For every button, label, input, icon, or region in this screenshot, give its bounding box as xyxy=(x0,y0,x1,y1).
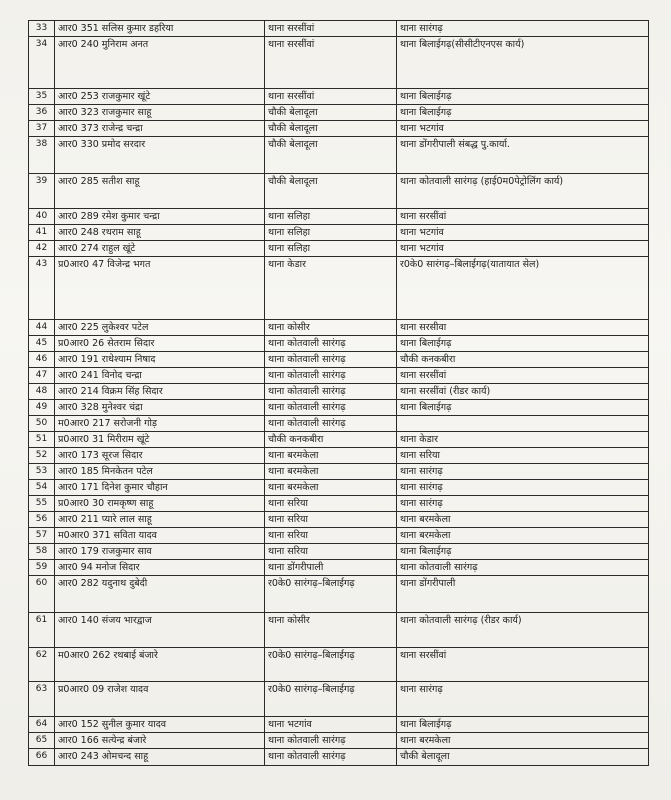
new-posting-cell: थाना सरसीवा xyxy=(397,320,649,336)
current-posting-cell: चौकी कनकबीरा xyxy=(265,432,397,448)
serial-number-cell: 34 xyxy=(29,37,55,89)
new-posting-cell: थाना डोंगरीपाली संबद्ध पु.कार्या. xyxy=(397,137,649,174)
personnel-name-cell: आर0 179 राजकुमार साव xyxy=(55,544,265,560)
table-row xyxy=(29,528,649,544)
table-row xyxy=(29,448,649,464)
table-row xyxy=(29,368,649,384)
table-row xyxy=(29,137,649,174)
personnel-name-cell: प्र0आर0 09 राजेश यादव xyxy=(55,682,265,717)
table-row xyxy=(29,576,649,613)
new-posting-cell: थाना सरसींवां xyxy=(397,368,649,384)
serial-number-cell: 36 xyxy=(29,105,55,121)
new-posting-cell xyxy=(397,416,649,432)
table-row xyxy=(29,241,649,257)
personnel-name-cell: आर0 171 दिनेश कुमार चौहान xyxy=(55,480,265,496)
current-posting-cell: र0के0 सारंगढ़–बिलाईगढ़ xyxy=(265,648,397,682)
serial-number-cell: 54 xyxy=(29,480,55,496)
personnel-name-cell: प्र0आर0 30 रामकृष्ण साहू xyxy=(55,496,265,512)
serial-number-cell: 65 xyxy=(29,733,55,749)
new-posting-cell: थाना भटगांव xyxy=(397,121,649,137)
personnel-name-cell: आर0 241 विनोद चन्द्रा xyxy=(55,368,265,384)
personnel-name-cell: म0आर0 371 सविता यादव xyxy=(55,528,265,544)
table-row xyxy=(29,648,649,682)
table-row xyxy=(29,121,649,137)
serial-number-cell: 33 xyxy=(29,21,55,37)
transfer-table-body xyxy=(29,21,649,766)
serial-number-cell: 60 xyxy=(29,576,55,613)
new-posting-cell: थाना डोंगरीपाली xyxy=(397,576,649,613)
table-row xyxy=(29,209,649,225)
serial-number-cell: 46 xyxy=(29,352,55,368)
current-posting-cell: चौकी बेलादूला xyxy=(265,174,397,209)
new-posting-cell: थाना बरमकेला xyxy=(397,528,649,544)
new-posting-cell: थाना बिलाईगढ़ xyxy=(397,544,649,560)
current-posting-cell: थाना सरसींवां xyxy=(265,37,397,89)
serial-number-cell: 50 xyxy=(29,416,55,432)
table-row xyxy=(29,749,649,766)
serial-number-cell: 42 xyxy=(29,241,55,257)
current-posting-cell: थाना कोतवाली सारंगढ़ xyxy=(265,352,397,368)
current-posting-cell: थाना सरिया xyxy=(265,544,397,560)
current-posting-cell: चौकी बेलादूला xyxy=(265,137,397,174)
table-row xyxy=(29,544,649,560)
table-row xyxy=(29,432,649,448)
table-row xyxy=(29,416,649,432)
new-posting-cell: र0के0 सारंगढ़–बिलाईगढ़(यातायात सेल) xyxy=(397,257,649,320)
new-posting-cell: थाना केडार xyxy=(397,432,649,448)
table-row xyxy=(29,717,649,733)
current-posting-cell: चौकी बेलादूला xyxy=(265,105,397,121)
serial-number-cell: 41 xyxy=(29,225,55,241)
personnel-name-cell: आर0 214 विक्रम सिंह सिदार xyxy=(55,384,265,400)
personnel-name-cell: आर0 248 रथराम साहू xyxy=(55,225,265,241)
current-posting-cell: थाना कोतवाली सारंगढ़ xyxy=(265,733,397,749)
current-posting-cell: थाना केडार xyxy=(265,257,397,320)
serial-number-cell: 59 xyxy=(29,560,55,576)
new-posting-cell: थाना बिलाईगढ़(सीसीटीएनएस कार्य) xyxy=(397,37,649,89)
serial-number-cell: 55 xyxy=(29,496,55,512)
new-posting-cell: थाना सरसींवां xyxy=(397,648,649,682)
new-posting-cell: थाना बिलाईगढ़ xyxy=(397,400,649,416)
table-row xyxy=(29,257,649,320)
serial-number-cell: 53 xyxy=(29,464,55,480)
table-row xyxy=(29,225,649,241)
transfer-table xyxy=(28,20,649,766)
personnel-name-cell: आर0 191 राधेश्याम निषाद xyxy=(55,352,265,368)
new-posting-cell: चौकी कनकबीरा xyxy=(397,352,649,368)
serial-number-cell: 66 xyxy=(29,749,55,766)
new-posting-cell: चौकी बेलादूला xyxy=(397,749,649,766)
current-posting-cell: र0के0 सारंगढ़–बिलाईगढ़ xyxy=(265,576,397,613)
personnel-name-cell: आर0 152 सुनील कुमार यादव xyxy=(55,717,265,733)
current-posting-cell: थाना कोतवाली सारंगढ़ xyxy=(265,400,397,416)
new-posting-cell: थाना भटगांव xyxy=(397,225,649,241)
new-posting-cell: थाना भटगांव xyxy=(397,241,649,257)
current-posting-cell: थाना बरमकेला xyxy=(265,448,397,464)
serial-number-cell: 35 xyxy=(29,89,55,105)
current-posting-cell: थाना बरमकेला xyxy=(265,480,397,496)
personnel-name-cell: आर0 274 राहुल खूंटे xyxy=(55,241,265,257)
serial-number-cell: 64 xyxy=(29,717,55,733)
new-posting-cell: थाना कोतवाली सारंगढ़ xyxy=(397,560,649,576)
current-posting-cell: चौकी बेलादूला xyxy=(265,121,397,137)
current-posting-cell: थाना सरिया xyxy=(265,512,397,528)
table-row xyxy=(29,400,649,416)
table-row xyxy=(29,320,649,336)
current-posting-cell: थाना कोसीर xyxy=(265,613,397,648)
current-posting-cell: थाना भटगांव xyxy=(265,717,397,733)
current-posting-cell: थाना कोसीर xyxy=(265,320,397,336)
current-posting-cell: थाना सरिया xyxy=(265,496,397,512)
current-posting-cell: थाना सरिया xyxy=(265,528,397,544)
current-posting-cell: थाना कोतवाली सारंगढ़ xyxy=(265,336,397,352)
table-row xyxy=(29,464,649,480)
serial-number-cell: 52 xyxy=(29,448,55,464)
new-posting-cell: थाना बिलाईगढ़ xyxy=(397,336,649,352)
table-row xyxy=(29,105,649,121)
personnel-name-cell: आर0 373 राजेन्द्र चन्द्रा xyxy=(55,121,265,137)
personnel-name-cell: आर0 243 ओमचन्द साहू xyxy=(55,749,265,766)
serial-number-cell: 56 xyxy=(29,512,55,528)
new-posting-cell: थाना बरमकेला xyxy=(397,733,649,749)
personnel-name-cell: आर0 328 मुनेश्वर चंद्रा xyxy=(55,400,265,416)
table-row xyxy=(29,352,649,368)
new-posting-cell: थाना सरसींवां xyxy=(397,209,649,225)
serial-number-cell: 63 xyxy=(29,682,55,717)
serial-number-cell: 57 xyxy=(29,528,55,544)
serial-number-cell: 39 xyxy=(29,174,55,209)
serial-number-cell: 38 xyxy=(29,137,55,174)
current-posting-cell: थाना कोतवाली सारंगढ़ xyxy=(265,416,397,432)
table-row xyxy=(29,560,649,576)
new-posting-cell: थाना सारंगढ़ xyxy=(397,21,649,37)
serial-number-cell: 44 xyxy=(29,320,55,336)
new-posting-cell: थाना कोतवाली सारंगढ़ (रीडर कार्य) xyxy=(397,613,649,648)
table-row xyxy=(29,89,649,105)
serial-number-cell: 37 xyxy=(29,121,55,137)
new-posting-cell: थाना सारंगढ़ xyxy=(397,682,649,717)
current-posting-cell: थाना कोतवाली सारंगढ़ xyxy=(265,384,397,400)
table-row xyxy=(29,174,649,209)
serial-number-cell: 45 xyxy=(29,336,55,352)
current-posting-cell: थाना सलिहा xyxy=(265,225,397,241)
current-posting-cell: र0के0 सारंगढ़–बिलाईगढ़ xyxy=(265,682,397,717)
new-posting-cell: थाना सारंगढ़ xyxy=(397,496,649,512)
new-posting-cell: थाना सरसींवां (रीडर कार्य) xyxy=(397,384,649,400)
serial-number-cell: 47 xyxy=(29,368,55,384)
current-posting-cell: थाना सरसींवां xyxy=(265,89,397,105)
personnel-name-cell: आर0 94 मनोज सिदार xyxy=(55,560,265,576)
personnel-name-cell: आर0 240 मुनिराम अनत xyxy=(55,37,265,89)
new-posting-cell: थाना सरिया xyxy=(397,448,649,464)
current-posting-cell: थाना कोतवाली सारंगढ़ xyxy=(265,749,397,766)
serial-number-cell: 61 xyxy=(29,613,55,648)
new-posting-cell: थाना बरमकेला xyxy=(397,512,649,528)
serial-number-cell: 58 xyxy=(29,544,55,560)
table-row xyxy=(29,384,649,400)
table-row xyxy=(29,613,649,648)
new-posting-cell: थाना कोतवाली सारंगढ़ (हाई0म0पेट्रोलिंग कार्य) xyxy=(397,174,649,209)
personnel-name-cell: आर0 173 सूरज सिदार xyxy=(55,448,265,464)
current-posting-cell: थाना सलिहा xyxy=(265,209,397,225)
new-posting-cell: थाना बिलाईगढ़ xyxy=(397,105,649,121)
table-row xyxy=(29,512,649,528)
serial-number-cell: 62 xyxy=(29,648,55,682)
table-row xyxy=(29,37,649,89)
personnel-name-cell: म0आर0 262 रथबाई बंजारे xyxy=(55,648,265,682)
personnel-name-cell: म0आर0 217 सरोजनी गोड़ xyxy=(55,416,265,432)
serial-number-cell: 51 xyxy=(29,432,55,448)
table-row xyxy=(29,21,649,37)
personnel-name-cell: आर0 253 राजकुमार खूंटे xyxy=(55,89,265,105)
personnel-name-cell: आर0 140 संजय भारद्वाज xyxy=(55,613,265,648)
serial-number-cell: 43 xyxy=(29,257,55,320)
current-posting-cell: थाना कोतवाली सारंगढ़ xyxy=(265,368,397,384)
personnel-name-cell: प्र0आर0 47 विजेन्द्र भगत xyxy=(55,257,265,320)
personnel-name-cell: आर0 289 रमेश कुमार चन्द्रा xyxy=(55,209,265,225)
current-posting-cell: थाना सरसींवां xyxy=(265,21,397,37)
personnel-name-cell: आर0 185 मिनकेतन पटेल xyxy=(55,464,265,480)
serial-number-cell: 49 xyxy=(29,400,55,416)
table-row xyxy=(29,733,649,749)
current-posting-cell: थाना सलिहा xyxy=(265,241,397,257)
serial-number-cell: 48 xyxy=(29,384,55,400)
personnel-name-cell: प्र0आर0 26 सेतराम सिदार xyxy=(55,336,265,352)
personnel-name-cell: आर0 282 यदुनाथ दुबेदी xyxy=(55,576,265,613)
new-posting-cell: थाना सारंगढ़ xyxy=(397,464,649,480)
personnel-name-cell: आर0 166 सत्येन्द्र बंजारे xyxy=(55,733,265,749)
personnel-name-cell: आर0 225 लुकेश्वर पटेल xyxy=(55,320,265,336)
new-posting-cell: थाना बिलाईगढ़ xyxy=(397,717,649,733)
personnel-name-cell: आर0 330 प्रमोद सरदार xyxy=(55,137,265,174)
table-row xyxy=(29,496,649,512)
personnel-name-cell: आर0 351 सलिस कुमार डहरिया xyxy=(55,21,265,37)
personnel-name-cell: प्र0आर0 31 मिरीराम खूंटे xyxy=(55,432,265,448)
personnel-name-cell: आर0 285 सतीश साहू xyxy=(55,174,265,209)
table-row xyxy=(29,336,649,352)
new-posting-cell: थाना सारंगढ़ xyxy=(397,480,649,496)
current-posting-cell: थाना डोंगरीपाली xyxy=(265,560,397,576)
table-row xyxy=(29,480,649,496)
current-posting-cell: थाना बरमकेला xyxy=(265,464,397,480)
serial-number-cell: 40 xyxy=(29,209,55,225)
new-posting-cell: थाना बिलाईगढ़ xyxy=(397,89,649,105)
personnel-name-cell: आर0 323 राजकुमार साहू xyxy=(55,105,265,121)
table-row xyxy=(29,682,649,717)
personnel-name-cell: आर0 211 प्यारे लाल साहू xyxy=(55,512,265,528)
